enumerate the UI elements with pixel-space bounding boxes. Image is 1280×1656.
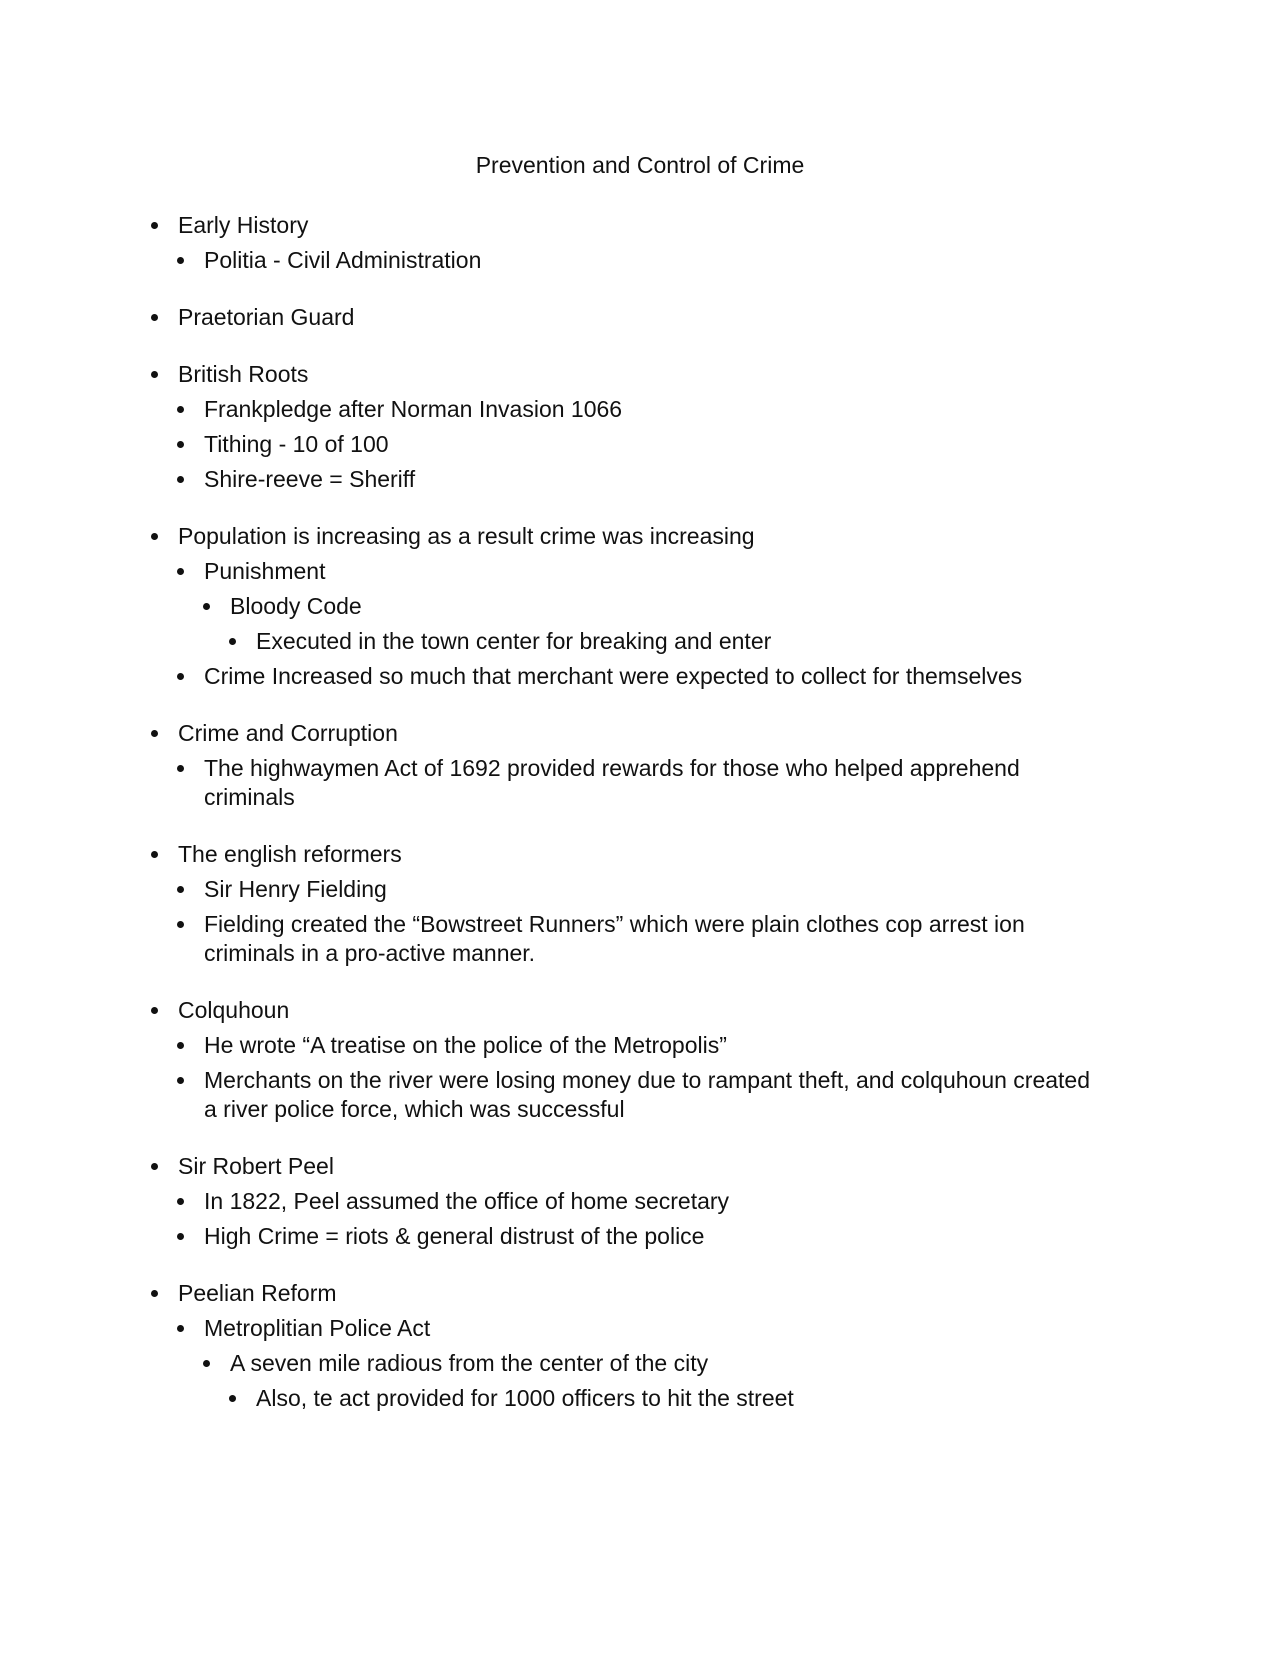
bullet-text: Crime Increased so much that merchant were expected to collect for themselves	[204, 663, 1023, 689]
bullet-item	[148, 303, 1108, 332]
outline-list	[148, 211, 1108, 1441]
bullet-text: The english reformers	[178, 841, 402, 867]
section-early-history	[148, 211, 1108, 275]
bullet-item	[148, 719, 1108, 748]
bullet-item	[148, 910, 1108, 968]
section-colquhoun	[148, 996, 1108, 1124]
section-praetorian-guard	[148, 303, 1108, 332]
bullet-text: Merchants on the river were losing money due to rampant theft, and colquhoun created a river police force, which was successful	[204, 1067, 1091, 1122]
bullet-item	[148, 754, 1108, 812]
bullet-text: Frankpledge after Norman Invasion 1066	[204, 396, 623, 422]
bullet-text: Fielding created the “Bowstreet Runners” which were plain clothes cop arrest ion criminals in a pro-active manner.	[204, 911, 1025, 966]
bullet-item	[148, 592, 1108, 621]
bullet-text: Praetorian Guard	[178, 304, 355, 330]
bullet-text: Punishment	[204, 558, 326, 584]
bullet-text: Executed in the town center for breaking and enter	[256, 628, 772, 654]
bullet-text: Sir Henry Fielding	[204, 876, 387, 902]
bullet-text: A seven mile radious from the center of the city	[230, 1350, 709, 1376]
bullet-text: Shire-reeve = Sheriff	[204, 466, 416, 492]
bullet-item	[148, 395, 1108, 424]
bullet-item	[148, 1384, 1108, 1413]
bullet-text: Politia - Civil Administration	[204, 247, 482, 273]
bullet-item	[148, 211, 1108, 240]
bullet-item	[148, 1066, 1108, 1124]
bullet-item	[148, 246, 1108, 275]
bullet-item	[148, 465, 1108, 494]
bullet-item	[148, 996, 1108, 1025]
section-british-roots	[148, 360, 1108, 494]
bullet-text: British Roots	[178, 361, 309, 387]
bullet-text: Early History	[178, 212, 309, 238]
bullet-text: He wrote “A treatise on the police of the Metropolis”	[204, 1032, 727, 1058]
bullet-item	[148, 557, 1108, 586]
bullet-item	[148, 875, 1108, 904]
bullet-text: The highwaymen Act of 1692 provided rewards for those who helped apprehend criminals	[204, 755, 1020, 810]
bullet-text: Crime and Corruption	[178, 720, 398, 746]
bullet-item	[148, 1314, 1108, 1343]
bullet-text: Colquhoun	[178, 997, 290, 1023]
bullet-text: Population is increasing as a result crime was increasing	[178, 523, 755, 549]
bullet-item	[148, 1152, 1108, 1181]
bullet-text: Bloody Code	[230, 593, 362, 619]
document-title: Prevention and Control of Crime	[475, 152, 805, 178]
bullet-item	[148, 1187, 1108, 1216]
bullet-text: Also, te act provided for 1000 officers to hit the street	[256, 1385, 794, 1411]
section-robert-peel	[148, 1152, 1108, 1251]
bullet-text: Sir Robert Peel	[178, 1153, 334, 1179]
bullet-text: Metroplitian Police Act	[204, 1315, 431, 1341]
bullet-text: In 1822, Peel assumed the office of home secretary	[204, 1188, 730, 1214]
bullet-item	[148, 522, 1108, 551]
bullet-item	[148, 1222, 1108, 1251]
section-crime-corruption	[148, 719, 1108, 812]
bullet-item	[148, 1279, 1108, 1308]
bullet-item	[148, 1031, 1108, 1060]
bullet-item	[148, 840, 1108, 869]
section-population	[148, 522, 1108, 691]
section-peelian-reform	[148, 1279, 1108, 1413]
bullet-item	[148, 1349, 1108, 1378]
bullet-item	[148, 662, 1108, 691]
bullet-item	[148, 627, 1108, 656]
bullet-text: High Crime = riots & general distrust of the police	[204, 1223, 705, 1249]
bullet-item	[148, 360, 1108, 389]
bullet-text: Tithing - 10 of 100	[204, 431, 389, 457]
section-english-reformers	[148, 840, 1108, 968]
bullet-text: Peelian Reform	[178, 1280, 337, 1306]
bullet-item	[148, 430, 1108, 459]
